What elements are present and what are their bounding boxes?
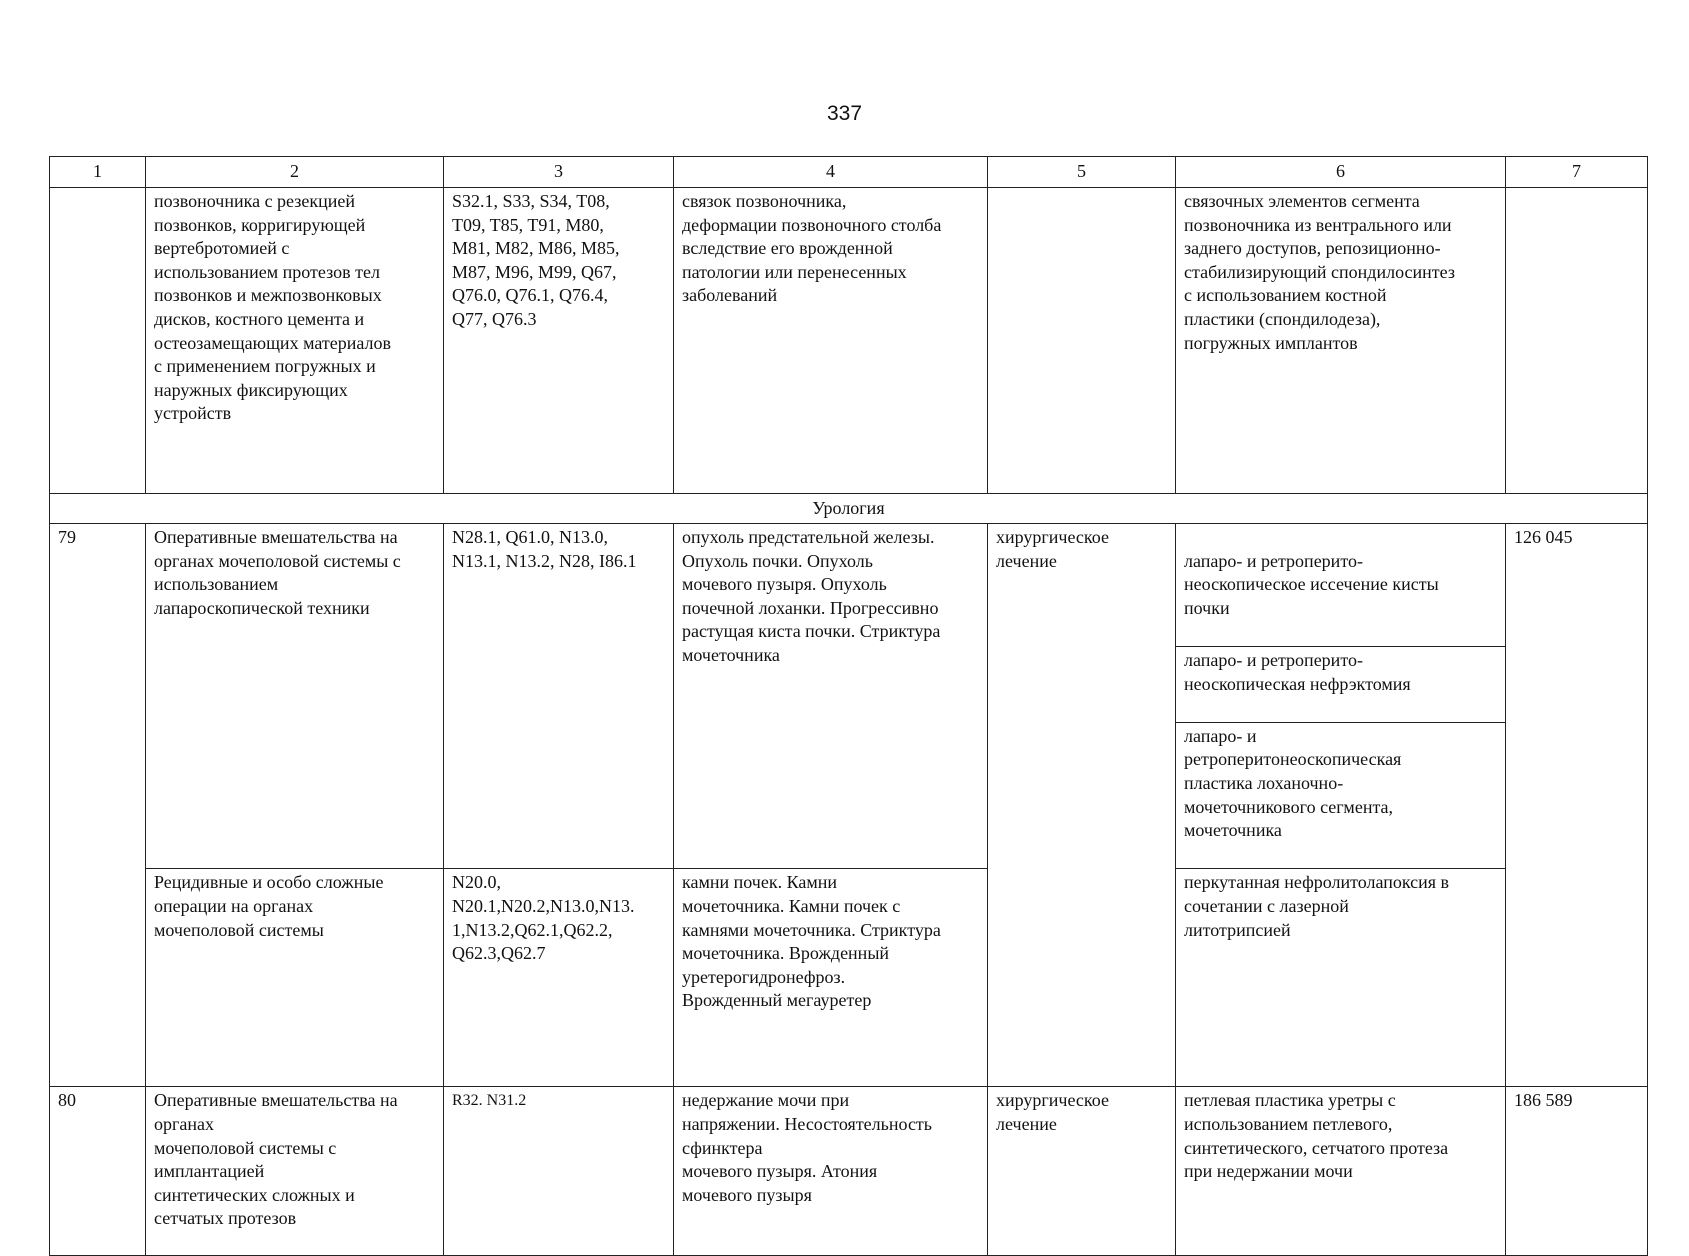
method-item: лапаро- и ретроперитонеоскопическая пластика лоханочно- мочеточникового сегмента, мочеточника xyxy=(1176,722,1505,845)
page-number: 337 xyxy=(826,102,863,125)
patient-model-cell: связок позвоночника, деформации позвоночного столба вследствие его врожденной патологии или перенесенных заболеваний xyxy=(674,188,988,494)
row-number-cell: 79 xyxy=(50,524,146,1087)
column-number: 7 xyxy=(1506,157,1648,188)
procedures-table xyxy=(49,156,1648,1256)
column-number: 2 xyxy=(146,157,444,188)
icd-codes-cell: S32.1, S33, S34, T08, T09, T85, T91, M80, M81, M82, M86, M85, M87, M96, M99, Q67, Q76.0, Q76.1, Q76.4, Q77, Q76.3 xyxy=(444,188,674,494)
table-row xyxy=(50,524,1648,869)
treatment-type-cell: хирургическое лечение xyxy=(988,524,1176,1087)
column-number: 3 xyxy=(444,157,674,188)
continuation-row xyxy=(50,188,1648,494)
cost-cell: 186 589 xyxy=(1506,1087,1648,1256)
method-cell xyxy=(1176,524,1506,869)
cost-cell xyxy=(1506,188,1648,494)
method-cell: петлевая пластика уретры с использованием петлевого, синтетического, сетчатого протеза при недержании мочи xyxy=(1176,1087,1506,1256)
treatment-type-cell xyxy=(988,188,1176,494)
column-number-row xyxy=(50,157,1648,188)
column-number: 4 xyxy=(674,157,988,188)
group-cell: Рецидивные и особо сложные операции на органах мочеполовой системы xyxy=(146,869,444,1087)
treatment-type-cell: хирургическое лечение xyxy=(988,1087,1176,1256)
column-number: 1 xyxy=(50,157,146,188)
method-item: лапаро- и ретроперито- неоскопическое иссечение кисты почки xyxy=(1184,550,1439,618)
table-row xyxy=(50,1087,1648,1256)
patient-model-cell: недержание мочи при напряжении. Несостоятельность сфинктера мочевого пузыря. Атония мочевого пузыря xyxy=(674,1087,988,1256)
group-cell: Оперативные вмешательства на органах мочеполовой системы с имплантацией синтетических сложных и сетчатых протезов xyxy=(146,1087,444,1256)
icd-codes-cell: R32. N31.2 xyxy=(444,1087,674,1256)
patient-model-cell: опухоль предстательной железы. Опухоль почки. Опухоль мочевого пузыря. Опухоль почечной лоханки. Прогрессивно растущая киста почки. Стриктура мочеточника xyxy=(674,524,988,869)
group-cell: Оперативные вмешательства на органах мочеполовой системы с использованием лапароскопической техники xyxy=(146,524,444,869)
cost-cell: 126 045 xyxy=(1506,524,1648,1087)
column-number: 5 xyxy=(988,157,1176,188)
section-row xyxy=(50,494,1648,524)
column-number: 6 xyxy=(1176,157,1506,188)
section-title: Урология xyxy=(50,494,1648,524)
table-row xyxy=(50,869,1648,1087)
icd-codes-cell: N20.0, N20.1,N20.2,N13.0,N13. 1,N13.2,Q62.1,Q62.2, Q62.3,Q62.7 xyxy=(444,869,674,1087)
row-number-cell xyxy=(50,188,146,494)
method-cell: перкутанная нефролитолапоксия в сочетании с лазерной литотрипсией xyxy=(1176,869,1506,1087)
icd-codes-cell: N28.1, Q61.0, N13.0, N13.1, N13.2, N28, I86.1 xyxy=(444,524,674,869)
method-cell: связочных элементов сегмента позвоночника из вентрального или заднего доступов, репозиционно- стабилизирующий спондилосинтез с использованием костной пластики (спондилодеза), погружных имплантов xyxy=(1176,188,1506,494)
method-item: лапаро- и ретроперито- неоскопическая нефрэктомия xyxy=(1176,646,1505,698)
patient-model-cell: камни почек. Камни мочеточника. Камни почек с камнями мочеточника. Стриктура мочеточника. Врожденный уретерогидронефроз. Врожденный мегауретер xyxy=(674,869,988,1087)
group-cell: позвоночника с резекцией позвонков, корригирующей вертебротомией с использованием протезов тел позвонков и межпозвонковых дисков, костного цемента и остеозамещающих материалов с применением погружных и наружных фиксирующих устройств xyxy=(146,188,444,494)
row-number-cell: 80 xyxy=(50,1087,146,1256)
